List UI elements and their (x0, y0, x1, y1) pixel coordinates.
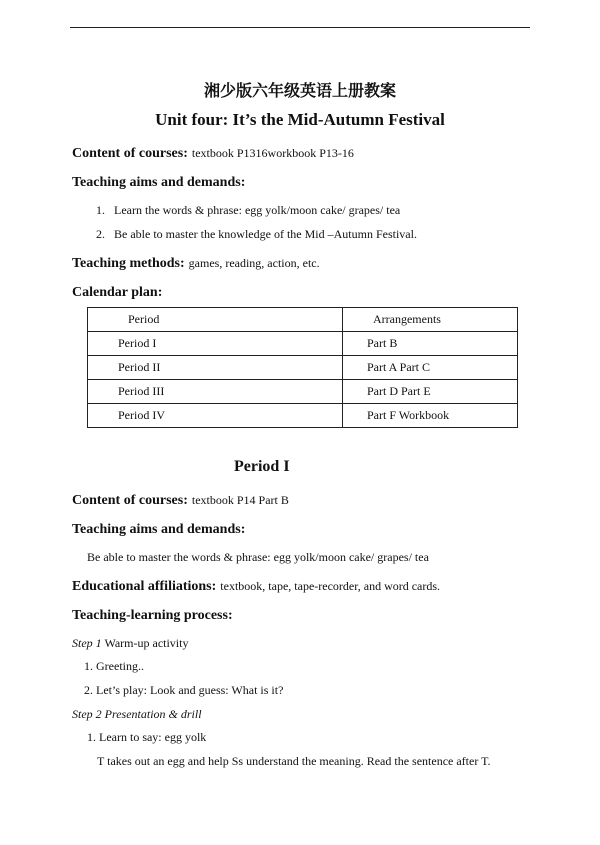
calendar-table (87, 307, 518, 428)
cell-arrangement: Part D Part E (343, 380, 518, 404)
step1-line (72, 636, 188, 651)
cell-period: Period III (88, 380, 343, 404)
calendar-heading: Calendar plan: (72, 285, 163, 300)
period-content-of-courses (72, 491, 289, 509)
content-value: textbook P1316workbook P13-16 (191, 146, 354, 160)
period-content-label: Content of courses: (72, 493, 188, 508)
affil-value: textbook, tape, tape-recorder, and word cards. (220, 579, 441, 593)
table-row (88, 380, 518, 404)
step2-label: Step 2 Presentation & drill (72, 707, 202, 721)
cell-period: Period II (88, 356, 343, 380)
cell-arrangement: Part B (343, 332, 518, 356)
step1-item-2: 2. Let’s play: Look and guess: What is it? (84, 683, 284, 697)
cell-arrangement: Part A Part C (343, 356, 518, 380)
period-content-value: textbook P14 Part B (191, 493, 289, 507)
aims-heading: Teaching aims and demands: (72, 175, 246, 190)
cell-period: Period I (88, 332, 343, 356)
cell-arrangement: Part F Workbook (343, 404, 518, 428)
step1-label: Step 1 (72, 636, 102, 650)
aim-item-1: 1. Learn the words & phrase: egg yolk/moon cake/ grapes/ tea (96, 203, 401, 217)
table-row (88, 356, 518, 380)
header-arrangements: Arrangements (343, 308, 518, 332)
cell-period: Period IV (88, 404, 343, 428)
chinese-title: 湘少版六年级英语上册教案 (203, 81, 396, 100)
step2-note: T takes out an egg and help Ss understand the meaning. Read the sentence after T. (97, 754, 491, 768)
educational-affiliations (72, 577, 440, 595)
methods-value: games, reading, action, etc. (188, 256, 320, 270)
unit-title: Unit four: It’s the Mid-Autumn Festival (155, 110, 445, 129)
top-rule (70, 27, 530, 28)
affil-label: Educational affiliations: (72, 579, 217, 594)
content-of-courses (72, 144, 354, 162)
period-aims-text: Be able to master the words & phrase: egg yolk/moon cake/ grapes/ tea (87, 550, 429, 564)
aim-item-2: 2. Be able to master the knowledge of the Mid –Autumn Festival. (96, 227, 417, 241)
table-header-row (88, 308, 518, 332)
process-heading: Teaching-learning process: (72, 608, 233, 623)
table-row (88, 332, 518, 356)
step1-text: Warm-up activity (104, 636, 189, 650)
table-row (88, 404, 518, 428)
step2-item-1: 1. Learn to say: egg yolk (87, 730, 207, 744)
period-aims-heading: Teaching aims and demands: (72, 522, 246, 537)
teaching-methods (72, 254, 320, 272)
content-label: Content of courses: (72, 146, 188, 161)
header-period: Period (88, 308, 343, 332)
step1-item-1: 1. Greeting.. (84, 659, 144, 673)
methods-label: Teaching methods: (72, 256, 185, 271)
period-title: Period I (234, 458, 290, 475)
